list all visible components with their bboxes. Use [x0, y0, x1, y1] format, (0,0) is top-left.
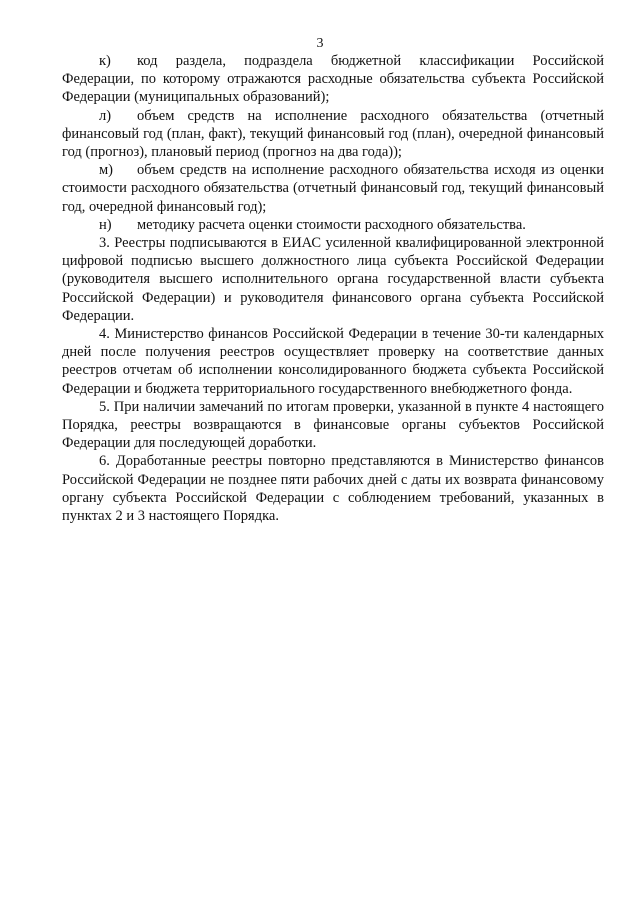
list-item-n: [62, 216, 604, 234]
item-text: объем средств на исполнение расходного обязательства исходя из оценки стоимости расходного обязательства (отчетный финансовый год, текущий финансовый год, очередной финансовый год);: [62, 162, 604, 215]
paragraph-3: 3. Реестры подписываются в ЕИАС усиленной квалифицированной электронной цифровой подписью высшего должностного лица субъекта Российской Федерации (руководителя высшего исполнительного органа государственной власти субъекта Российской Федерации) и руководителя финансового органа субъекта Российской Федерации.: [62, 235, 604, 324]
paragraph-4: 4. Министерство финансов Российской Федерации в течение 30-ти календарных дней после получения реестров осуществляет проверку на соответствие данных реестров отчетам об исполнении консолидированного бюджета субъекта Российской Федерации и бюджета территориального государственного внебюджетного фонда.: [62, 326, 604, 397]
item-text: объем средств на исполнение расходного обязательства (отчетный финансовый год (план, факт), текущий финансовый год (план), очередной финансовый год (прогноз), плановый период (прогноз на два года));: [62, 107, 604, 161]
page-number: 3: [316, 36, 324, 51]
item-letter: к): [99, 53, 111, 69]
document-body: [62, 52, 604, 525]
list-item-k: [62, 52, 604, 107]
paragraph-5: 5. При наличии замечаний по итогам проверки, указанной в пункте 4 настоящего Порядка, реестры возвращаются в финансовые органы субъектов Российской Федерации для последующей доработки.: [62, 398, 604, 452]
paragraph-6: 6. Доработанные реестры повторно представляются в Министерство финансов Российской Федерации не позднее пяти рабочих дней с даты их возврата финансовому органу субъекта Российской Федерации с соблюдением требований, указанных в пунктах 2 и 3 настоящего Порядка.: [62, 453, 604, 525]
item-letter: л): [99, 107, 112, 124]
item-letter: н): [99, 216, 112, 233]
list-item-m: [62, 161, 604, 216]
item-text: код раздела, подраздела бюджетной классификации Российской Федерации, по которому отражаются расходные обязательства субъекта Российской Федерации (муниципальных образований);: [62, 53, 604, 106]
item-letter: м): [99, 162, 114, 179]
item-text: методику расчета оценки стоимости расходного обязательства.: [137, 216, 526, 233]
list-item-l: [62, 107, 604, 162]
